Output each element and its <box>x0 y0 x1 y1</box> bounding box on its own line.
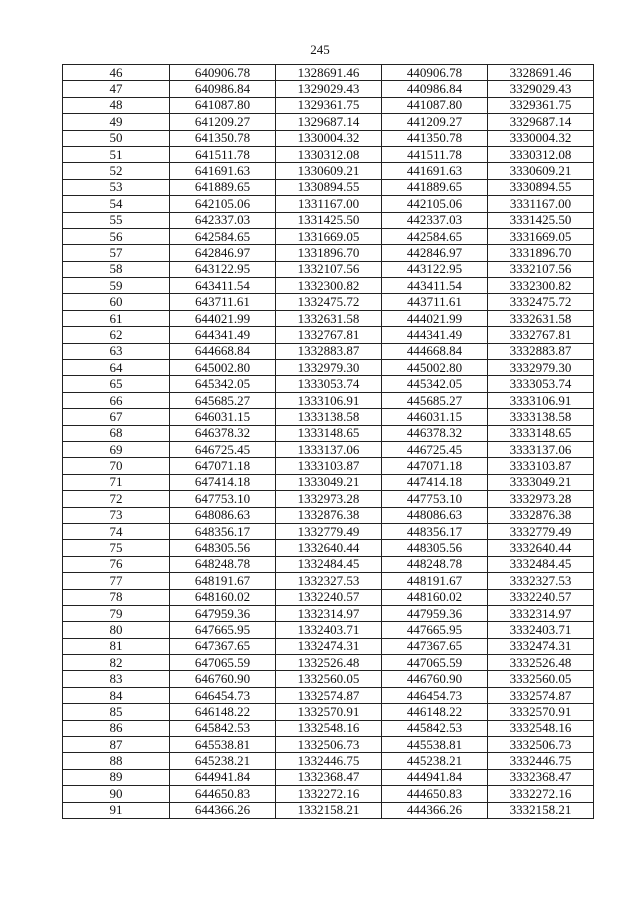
point-number-cell: 63 <box>63 343 170 359</box>
point-number-cell: 57 <box>63 245 170 261</box>
x-coordinate-cell: 642105.06 <box>170 196 276 212</box>
point-number-cell: 51 <box>63 146 170 162</box>
x-coordinate-cell: 648086.63 <box>170 507 276 523</box>
x2-coordinate-cell: 448356.17 <box>382 523 488 539</box>
y2-coordinate-cell: 3333138.58 <box>488 409 594 425</box>
table-row <box>63 212 594 228</box>
y-coordinate-cell: 1333103.87 <box>276 458 382 474</box>
point-number-cell: 73 <box>63 507 170 523</box>
y-coordinate-cell: 1332973.28 <box>276 491 382 507</box>
point-number-cell: 52 <box>63 163 170 179</box>
x-coordinate-cell: 645842.53 <box>170 720 276 736</box>
x-coordinate-cell: 646031.15 <box>170 409 276 425</box>
table-row <box>63 245 594 261</box>
x-coordinate-cell: 645685.27 <box>170 392 276 408</box>
table-row <box>63 441 594 457</box>
y-coordinate-cell: 1333138.58 <box>276 409 382 425</box>
x2-coordinate-cell: 441889.65 <box>382 179 488 195</box>
y2-coordinate-cell: 3332883.87 <box>488 343 594 359</box>
table-row <box>63 786 594 802</box>
table-row <box>63 720 594 736</box>
x-coordinate-cell: 643122.95 <box>170 261 276 277</box>
x-coordinate-cell: 642846.97 <box>170 245 276 261</box>
y-coordinate-cell: 1332526.48 <box>276 655 382 671</box>
table-row <box>63 622 594 638</box>
table-row <box>63 458 594 474</box>
y2-coordinate-cell: 3332327.53 <box>488 573 594 589</box>
x2-coordinate-cell: 445685.27 <box>382 392 488 408</box>
y-coordinate-cell: 1332475.72 <box>276 294 382 310</box>
x-coordinate-cell: 640986.84 <box>170 81 276 97</box>
y-coordinate-cell: 1331896.70 <box>276 245 382 261</box>
point-number-cell: 64 <box>63 360 170 376</box>
x2-coordinate-cell: 445538.81 <box>382 737 488 753</box>
y-coordinate-cell: 1332327.53 <box>276 573 382 589</box>
y2-coordinate-cell: 3332979.30 <box>488 360 594 376</box>
x2-coordinate-cell: 444941.84 <box>382 769 488 785</box>
x2-coordinate-cell: 441691.63 <box>382 163 488 179</box>
x2-coordinate-cell: 446031.15 <box>382 409 488 425</box>
point-number-cell: 87 <box>63 737 170 753</box>
point-number-cell: 75 <box>63 540 170 556</box>
x-coordinate-cell: 641511.78 <box>170 146 276 162</box>
y-coordinate-cell: 1332506.73 <box>276 737 382 753</box>
table-row <box>63 687 594 703</box>
table-row <box>63 523 594 539</box>
y-coordinate-cell: 1331669.05 <box>276 228 382 244</box>
y2-coordinate-cell: 3332158.21 <box>488 802 594 818</box>
y2-coordinate-cell: 3329687.14 <box>488 114 594 130</box>
x-coordinate-cell: 644650.83 <box>170 786 276 802</box>
point-number-cell: 82 <box>63 655 170 671</box>
point-number-cell: 84 <box>63 687 170 703</box>
table-row <box>63 65 594 81</box>
point-number-cell: 65 <box>63 376 170 392</box>
coordinate-table-body <box>63 65 594 819</box>
x2-coordinate-cell: 441350.78 <box>382 130 488 146</box>
y-coordinate-cell: 1332574.87 <box>276 687 382 703</box>
y2-coordinate-cell: 3330312.08 <box>488 146 594 162</box>
point-number-cell: 68 <box>63 425 170 441</box>
x-coordinate-cell: 640906.78 <box>170 65 276 81</box>
table-row <box>63 97 594 113</box>
x-coordinate-cell: 644021.99 <box>170 310 276 326</box>
x2-coordinate-cell: 445842.53 <box>382 720 488 736</box>
point-number-cell: 77 <box>63 573 170 589</box>
x2-coordinate-cell: 443122.95 <box>382 261 488 277</box>
y2-coordinate-cell: 3332446.75 <box>488 753 594 769</box>
y-coordinate-cell: 1330609.21 <box>276 163 382 179</box>
point-number-cell: 89 <box>63 769 170 785</box>
y2-coordinate-cell: 3332526.48 <box>488 655 594 671</box>
x2-coordinate-cell: 448248.78 <box>382 556 488 572</box>
y2-coordinate-cell: 3331425.50 <box>488 212 594 228</box>
x2-coordinate-cell: 447414.18 <box>382 474 488 490</box>
x2-coordinate-cell: 444668.84 <box>382 343 488 359</box>
x2-coordinate-cell: 444341.49 <box>382 327 488 343</box>
x2-coordinate-cell: 446725.45 <box>382 441 488 457</box>
point-number-cell: 55 <box>63 212 170 228</box>
point-number-cell: 85 <box>63 704 170 720</box>
y2-coordinate-cell: 3332272.16 <box>488 786 594 802</box>
y-coordinate-cell: 1332779.49 <box>276 523 382 539</box>
table-row <box>63 360 594 376</box>
point-number-cell: 86 <box>63 720 170 736</box>
table-row <box>63 327 594 343</box>
x-coordinate-cell: 646148.22 <box>170 704 276 720</box>
y-coordinate-cell: 1333106.91 <box>276 392 382 408</box>
point-number-cell: 91 <box>63 802 170 818</box>
x2-coordinate-cell: 442337.03 <box>382 212 488 228</box>
point-number-cell: 71 <box>63 474 170 490</box>
y2-coordinate-cell: 3332368.47 <box>488 769 594 785</box>
x-coordinate-cell: 647065.59 <box>170 655 276 671</box>
y-coordinate-cell: 1330312.08 <box>276 146 382 162</box>
y2-coordinate-cell: 3332403.71 <box>488 622 594 638</box>
table-row <box>63 507 594 523</box>
x-coordinate-cell: 643411.54 <box>170 278 276 294</box>
point-number-cell: 81 <box>63 638 170 654</box>
point-number-cell: 76 <box>63 556 170 572</box>
y-coordinate-cell: 1333137.06 <box>276 441 382 457</box>
y2-coordinate-cell: 3330894.55 <box>488 179 594 195</box>
table-row <box>63 130 594 146</box>
y2-coordinate-cell: 3332631.58 <box>488 310 594 326</box>
y-coordinate-cell: 1332240.57 <box>276 589 382 605</box>
y2-coordinate-cell: 3332484.45 <box>488 556 594 572</box>
x2-coordinate-cell: 445342.05 <box>382 376 488 392</box>
x-coordinate-cell: 646760.90 <box>170 671 276 687</box>
y2-coordinate-cell: 3333049.21 <box>488 474 594 490</box>
x2-coordinate-cell: 444366.26 <box>382 802 488 818</box>
coordinate-table <box>62 64 594 819</box>
x2-coordinate-cell: 443711.61 <box>382 294 488 310</box>
table-row <box>63 556 594 572</box>
y-coordinate-cell: 1332548.16 <box>276 720 382 736</box>
x2-coordinate-cell: 442105.06 <box>382 196 488 212</box>
table-row <box>63 655 594 671</box>
y-coordinate-cell: 1333053.74 <box>276 376 382 392</box>
table-row <box>63 769 594 785</box>
table-row <box>63 474 594 490</box>
point-number-cell: 66 <box>63 392 170 408</box>
y2-coordinate-cell: 3331896.70 <box>488 245 594 261</box>
y-coordinate-cell: 1332979.30 <box>276 360 382 376</box>
point-number-cell: 58 <box>63 261 170 277</box>
y2-coordinate-cell: 3332570.91 <box>488 704 594 720</box>
table-row <box>63 425 594 441</box>
x-coordinate-cell: 647414.18 <box>170 474 276 490</box>
point-number-cell: 78 <box>63 589 170 605</box>
y-coordinate-cell: 1332314.97 <box>276 605 382 621</box>
x2-coordinate-cell: 447071.18 <box>382 458 488 474</box>
y-coordinate-cell: 1330004.32 <box>276 130 382 146</box>
y-coordinate-cell: 1332484.45 <box>276 556 382 572</box>
y-coordinate-cell: 1329029.43 <box>276 81 382 97</box>
point-number-cell: 54 <box>63 196 170 212</box>
y2-coordinate-cell: 3333137.06 <box>488 441 594 457</box>
table-row <box>63 146 594 162</box>
x-coordinate-cell: 647753.10 <box>170 491 276 507</box>
table-row <box>63 294 594 310</box>
y-coordinate-cell: 1332570.91 <box>276 704 382 720</box>
table-row <box>63 163 594 179</box>
point-number-cell: 59 <box>63 278 170 294</box>
point-number-cell: 88 <box>63 753 170 769</box>
point-number-cell: 79 <box>63 605 170 621</box>
table-row <box>63 392 594 408</box>
x-coordinate-cell: 648356.17 <box>170 523 276 539</box>
x-coordinate-cell: 645002.80 <box>170 360 276 376</box>
point-number-cell: 67 <box>63 409 170 425</box>
y2-coordinate-cell: 3333103.87 <box>488 458 594 474</box>
y2-coordinate-cell: 3332475.72 <box>488 294 594 310</box>
y2-coordinate-cell: 3332779.49 <box>488 523 594 539</box>
x2-coordinate-cell: 447665.95 <box>382 622 488 638</box>
x-coordinate-cell: 647665.95 <box>170 622 276 638</box>
y-coordinate-cell: 1332403.71 <box>276 622 382 638</box>
y2-coordinate-cell: 3330004.32 <box>488 130 594 146</box>
x-coordinate-cell: 641691.63 <box>170 163 276 179</box>
point-number-cell: 48 <box>63 97 170 113</box>
x2-coordinate-cell: 447959.36 <box>382 605 488 621</box>
y-coordinate-cell: 1332876.38 <box>276 507 382 523</box>
y2-coordinate-cell: 3332767.81 <box>488 327 594 343</box>
y2-coordinate-cell: 3329361.75 <box>488 97 594 113</box>
x2-coordinate-cell: 448160.02 <box>382 589 488 605</box>
point-number-cell: 83 <box>63 671 170 687</box>
x-coordinate-cell: 643711.61 <box>170 294 276 310</box>
table-row <box>63 261 594 277</box>
y-coordinate-cell: 1332883.87 <box>276 343 382 359</box>
point-number-cell: 56 <box>63 228 170 244</box>
x2-coordinate-cell: 448086.63 <box>382 507 488 523</box>
y-coordinate-cell: 1332631.58 <box>276 310 382 326</box>
table-row <box>63 278 594 294</box>
y-coordinate-cell: 1329361.75 <box>276 97 382 113</box>
x-coordinate-cell: 648305.56 <box>170 540 276 556</box>
y2-coordinate-cell: 3332574.87 <box>488 687 594 703</box>
x-coordinate-cell: 648248.78 <box>170 556 276 572</box>
x2-coordinate-cell: 440986.84 <box>382 81 488 97</box>
x2-coordinate-cell: 446760.90 <box>382 671 488 687</box>
x-coordinate-cell: 645238.21 <box>170 753 276 769</box>
y2-coordinate-cell: 3332876.38 <box>488 507 594 523</box>
y-coordinate-cell: 1332158.21 <box>276 802 382 818</box>
y2-coordinate-cell: 3331669.05 <box>488 228 594 244</box>
table-row <box>63 228 594 244</box>
y2-coordinate-cell: 3333053.74 <box>488 376 594 392</box>
y2-coordinate-cell: 3333148.65 <box>488 425 594 441</box>
x2-coordinate-cell: 446148.22 <box>382 704 488 720</box>
y-coordinate-cell: 1328691.46 <box>276 65 382 81</box>
point-number-cell: 47 <box>63 81 170 97</box>
y-coordinate-cell: 1333049.21 <box>276 474 382 490</box>
x-coordinate-cell: 644668.84 <box>170 343 276 359</box>
y-coordinate-cell: 1332474.31 <box>276 638 382 654</box>
x2-coordinate-cell: 441511.78 <box>382 146 488 162</box>
y2-coordinate-cell: 3328691.46 <box>488 65 594 81</box>
table-row <box>63 802 594 818</box>
y-coordinate-cell: 1331425.50 <box>276 212 382 228</box>
x-coordinate-cell: 645538.81 <box>170 737 276 753</box>
point-number-cell: 70 <box>63 458 170 474</box>
point-number-cell: 60 <box>63 294 170 310</box>
table-row <box>63 671 594 687</box>
table-row <box>63 409 594 425</box>
x-coordinate-cell: 646454.73 <box>170 687 276 703</box>
x2-coordinate-cell: 444021.99 <box>382 310 488 326</box>
x2-coordinate-cell: 441209.27 <box>382 114 488 130</box>
x-coordinate-cell: 642337.03 <box>170 212 276 228</box>
x-coordinate-cell: 646378.32 <box>170 425 276 441</box>
x2-coordinate-cell: 446454.73 <box>382 687 488 703</box>
x2-coordinate-cell: 447065.59 <box>382 655 488 671</box>
y2-coordinate-cell: 3332314.97 <box>488 605 594 621</box>
y2-coordinate-cell: 3332240.57 <box>488 589 594 605</box>
point-number-cell: 72 <box>63 491 170 507</box>
table-row <box>63 491 594 507</box>
x-coordinate-cell: 648160.02 <box>170 589 276 605</box>
y2-coordinate-cell: 3333106.91 <box>488 392 594 408</box>
x-coordinate-cell: 642584.65 <box>170 228 276 244</box>
y-coordinate-cell: 1331167.00 <box>276 196 382 212</box>
y2-coordinate-cell: 3332973.28 <box>488 491 594 507</box>
x2-coordinate-cell: 448305.56 <box>382 540 488 556</box>
y2-coordinate-cell: 3332300.82 <box>488 278 594 294</box>
y-coordinate-cell: 1332272.16 <box>276 786 382 802</box>
table-row <box>63 310 594 326</box>
y2-coordinate-cell: 3329029.43 <box>488 81 594 97</box>
y2-coordinate-cell: 3332107.56 <box>488 261 594 277</box>
point-number-cell: 49 <box>63 114 170 130</box>
table-row <box>63 343 594 359</box>
y-coordinate-cell: 1333148.65 <box>276 425 382 441</box>
x2-coordinate-cell: 444650.83 <box>382 786 488 802</box>
point-number-cell: 74 <box>63 523 170 539</box>
table-row <box>63 573 594 589</box>
y2-coordinate-cell: 3332560.05 <box>488 671 594 687</box>
y2-coordinate-cell: 3332640.44 <box>488 540 594 556</box>
point-number-cell: 61 <box>63 310 170 326</box>
x2-coordinate-cell: 441087.80 <box>382 97 488 113</box>
x-coordinate-cell: 641350.78 <box>170 130 276 146</box>
y-coordinate-cell: 1330894.55 <box>276 179 382 195</box>
table-row <box>63 540 594 556</box>
y-coordinate-cell: 1332368.47 <box>276 769 382 785</box>
x-coordinate-cell: 641889.65 <box>170 179 276 195</box>
y-coordinate-cell: 1332560.05 <box>276 671 382 687</box>
x-coordinate-cell: 644341.49 <box>170 327 276 343</box>
table-row <box>63 196 594 212</box>
x2-coordinate-cell: 442584.65 <box>382 228 488 244</box>
y-coordinate-cell: 1329687.14 <box>276 114 382 130</box>
x2-coordinate-cell: 442846.97 <box>382 245 488 261</box>
x-coordinate-cell: 647071.18 <box>170 458 276 474</box>
y-coordinate-cell: 1332107.56 <box>276 261 382 277</box>
x-coordinate-cell: 645342.05 <box>170 376 276 392</box>
y-coordinate-cell: 1332640.44 <box>276 540 382 556</box>
x-coordinate-cell: 644941.84 <box>170 769 276 785</box>
point-number-cell: 62 <box>63 327 170 343</box>
point-number-cell: 50 <box>63 130 170 146</box>
table-row <box>63 737 594 753</box>
x2-coordinate-cell: 440906.78 <box>382 65 488 81</box>
x-coordinate-cell: 647959.36 <box>170 605 276 621</box>
y-coordinate-cell: 1332446.75 <box>276 753 382 769</box>
x2-coordinate-cell: 445238.21 <box>382 753 488 769</box>
x-coordinate-cell: 646725.45 <box>170 441 276 457</box>
point-number-cell: 90 <box>63 786 170 802</box>
y-coordinate-cell: 1332767.81 <box>276 327 382 343</box>
table-row <box>63 605 594 621</box>
table-row <box>63 81 594 97</box>
point-number-cell: 80 <box>63 622 170 638</box>
table-row <box>63 704 594 720</box>
x-coordinate-cell: 641209.27 <box>170 114 276 130</box>
x2-coordinate-cell: 447367.65 <box>382 638 488 654</box>
x-coordinate-cell: 644366.26 <box>170 802 276 818</box>
y2-coordinate-cell: 3331167.00 <box>488 196 594 212</box>
point-number-cell: 69 <box>63 441 170 457</box>
table-row <box>63 376 594 392</box>
x2-coordinate-cell: 448191.67 <box>382 573 488 589</box>
x-coordinate-cell: 647367.65 <box>170 638 276 654</box>
table-row <box>63 589 594 605</box>
y2-coordinate-cell: 3332474.31 <box>488 638 594 654</box>
page-number: 245 <box>310 42 330 57</box>
x2-coordinate-cell: 445002.80 <box>382 360 488 376</box>
point-number-cell: 46 <box>63 65 170 81</box>
x2-coordinate-cell: 443411.54 <box>382 278 488 294</box>
point-number-cell: 53 <box>63 179 170 195</box>
y2-coordinate-cell: 3332548.16 <box>488 720 594 736</box>
table-row <box>63 638 594 654</box>
table-row <box>63 179 594 195</box>
x2-coordinate-cell: 447753.10 <box>382 491 488 507</box>
table-row <box>63 753 594 769</box>
y2-coordinate-cell: 3330609.21 <box>488 163 594 179</box>
x2-coordinate-cell: 446378.32 <box>382 425 488 441</box>
table-row <box>63 114 594 130</box>
x-coordinate-cell: 648191.67 <box>170 573 276 589</box>
x-coordinate-cell: 641087.80 <box>170 97 276 113</box>
y-coordinate-cell: 1332300.82 <box>276 278 382 294</box>
y2-coordinate-cell: 3332506.73 <box>488 737 594 753</box>
